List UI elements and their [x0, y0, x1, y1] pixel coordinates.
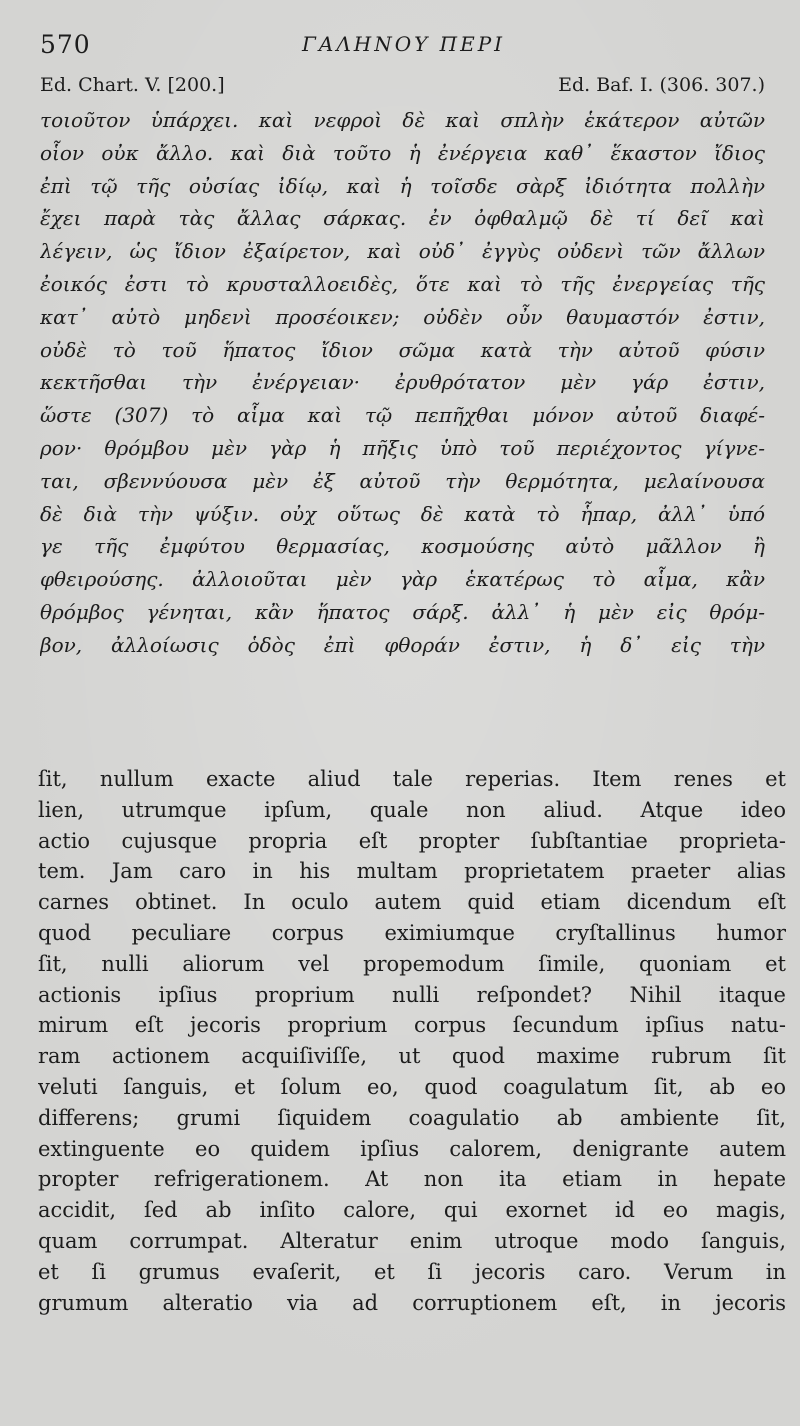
greek-line: τοιοῦτον ὑπάρχει. καὶ νεφροὶ δὲ καὶ σπλὴν ἑκάτερον αὐτῶν: [40, 108, 765, 132]
latin-line: accidit, ſed ab inſito calore, qui exornet id eo magis,: [38, 1198, 786, 1223]
greek-line: ται, σβεννύουσα μὲν ἐξ αὐτοῦ τὴν θερμότητα, μελαίνουσα: [40, 468, 765, 493]
edition-reference-chartier: Ed. Chart. V. [200.]: [40, 74, 225, 96]
latin-line: lien, utrumque ipſum, quale non aliud. Atque ideo: [38, 797, 786, 822]
greek-line: ρον· θρόμβου μὲν γὰρ ἡ πῆξις ὑπὸ τοῦ περιέχοντος γίγνε-: [40, 435, 765, 460]
greek-line: ἐοικός ἐστι τὸ κρυσταλλοειδὲς, ὅτε καὶ τὸ τῆς ἐνεργείας τῆς: [40, 271, 765, 296]
edition-reference-basel: Ed. Baf. I. (306. 307.): [558, 74, 765, 96]
latin-line: ſit, nullum exacte aliud tale reperias. Item renes et: [38, 767, 786, 791]
running-title: ΓΑΛΗΝΟΥ ΠΕΡΙ: [302, 32, 506, 56]
page-header: [40, 28, 760, 68]
greek-line: κατ᾽ αὐτὸ μηδενὶ προσέοικεν; οὐδὲν οὖν θαυμαστόν ἐστιν,: [40, 304, 765, 329]
latin-line: differens; grumi ſiquidem coagulatio ab ambiente ſit,: [38, 1105, 786, 1130]
latin-line: mirum eſt jecoris proprium corpus ſecundum ipſius natu-: [38, 1013, 786, 1038]
greek-line: βον, ἀλλοίωσις ὁδὸς ἐπὶ φθοράν ἐστιν, ἡ δ᾽ εἰς τὴν: [40, 632, 765, 657]
greek-line: οἷον οὐκ ἄλλο. καὶ διὰ τοῦτο ἡ ἐνέργεια καθ᾽ ἕκαστον ἴδιος: [40, 140, 765, 165]
latin-line: et ſi grumus evaſerit, et ſi jecoris caro. Verum in: [38, 1259, 786, 1284]
latin-line: actionis ipſius proprium nulli reſpondet? Nihil itaque: [38, 982, 786, 1007]
edition-references: [40, 74, 765, 104]
greek-line: ἐπὶ τῷ τῆς οὐσίας ἰδίῳ, καὶ ἡ τοῖσδε σὰρξ ἰδιότητα πολλὴν: [40, 173, 765, 198]
greek-text-block: [40, 104, 765, 662]
latin-line: extinguente eo quidem ipſius calorem, denigrante autem: [38, 1136, 786, 1161]
greek-line: κεκτῆσθαι τὴν ἐνέργειαν· ἐρυθρότατον μὲν γάρ ἐστιν,: [40, 370, 765, 395]
greek-line: οὐδὲ τὸ τοῦ ἥπατος ἴδιον σῶμα κατὰ τὴν αὐτοῦ φύσιν: [40, 337, 765, 362]
latin-line: actio cujusque propria eſt propter ſubſtantiae proprieta-: [38, 828, 786, 853]
greek-line: γε τῆς ἐμφύτου θερμασίας, κοσμούσης αὐτὸ μᾶλλον ἢ: [40, 534, 765, 559]
greek-line: θρόμβος γένηται, κἂν ἥπατος σάρξ. ἀλλ᾽ ἡ μὲν εἰς θρόμ-: [40, 599, 765, 624]
latin-line: ſit, nulli aliorum vel propemodum ſimile, quoniam et: [38, 951, 786, 976]
latin-line: carnes obtinet. In oculo autem quid etiam dicendum eſt: [38, 890, 786, 915]
page-number: 570: [40, 30, 91, 59]
latin-line: tem. Jam caro in his multam proprietatem praeter alias: [38, 859, 786, 884]
greek-line: φθειρούσης. ἀλλοιοῦται μὲν γὰρ ἑκατέρως τὸ αἷμα, κἂν: [40, 567, 765, 592]
greek-line: ὥστε (307) τὸ αἷμα καὶ τῷ πεπῆχθαι μόνον αὐτοῦ διαφέ-: [40, 403, 765, 428]
greek-line: λέγειν, ὡς ἴδιον ἐξαίρετον, καὶ οὐδ᾽ ἐγγὺς οὐδενὶ τῶν ἄλλων: [40, 239, 765, 264]
latin-line: propter refrigerationem. At non ita etiam in hepate: [38, 1167, 786, 1192]
latin-line: grumum alteratio via ad corruptionem eſt, in jecoris: [38, 1290, 786, 1315]
latin-line: ram actionem acquiſiviſſe, ut quod maxime rubrum ſit: [38, 1044, 786, 1069]
greek-line: ἔχει παρὰ τὰς ἄλλας σάρκας. ἐν ὀφθαλμῷ δὲ τί δεῖ καὶ: [40, 206, 765, 231]
latin-line: veluti ſanguis, et ſolum eo, quod coagulatum ſit, ab eo: [38, 1074, 786, 1099]
greek-line: δὲ διὰ τὴν ψύξιν. οὐχ οὕτως δὲ κατὰ τὸ ἧπαρ, ἀλλ᾽ ὑπό: [40, 501, 765, 526]
latin-text-block: [38, 764, 786, 1318]
latin-line: quam corrumpat. Alteratur enim utroque modo ſanguis,: [38, 1228, 786, 1253]
latin-line: quod peculiare corpus eximiumque cryſtallinus humor: [38, 920, 786, 945]
